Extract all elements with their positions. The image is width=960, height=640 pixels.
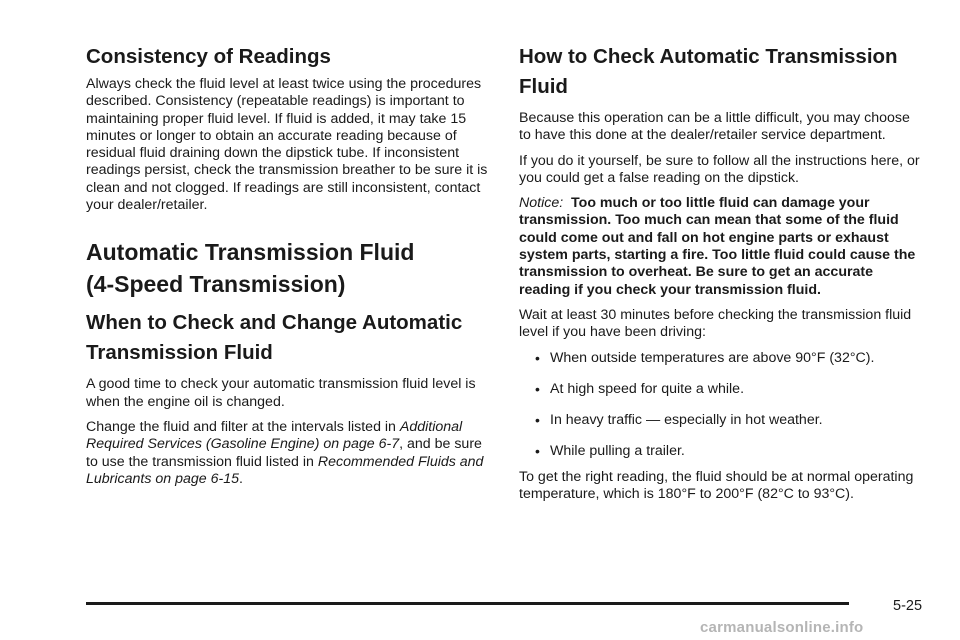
list-item	[519, 443, 924, 460]
list-item	[519, 412, 924, 429]
notice-text: Too much or too little fluid can damage your transmission. Too much can mean that some of the fluid could come out and fall on hot engine parts or exhaust system parts, starting a fire. Too little fluid could cause the transmission to overheat. Be sure to get an accurate reading if you check your transmission fluid.	[519, 195, 916, 298]
change-fluid-text-b: , and be sure to use the transmission fluid listed in	[86, 436, 482, 470]
recommended-fluids-reference: Recommended Fluids and Lubricants on page 6-15	[86, 453, 484, 487]
bullet-icon: •	[535, 349, 540, 366]
when-to-check-heading	[86, 308, 491, 368]
bullet-icon: •	[535, 380, 540, 397]
yourself-paragraph: If you do it yourself, be sure to follow all the instructions here, or you could get a false reading on the dipstick.	[519, 152, 920, 186]
when-heading-line1: When to Check and Change Automatic	[86, 311, 463, 335]
additional-services-reference: Additional Required Services (Gasoline Engine) on page 6-7	[86, 418, 463, 453]
change-fluid-paragraph	[86, 419, 491, 488]
right-reading-paragraph: To get the right reading, the fluid should be at normal operating temperature, which is 180°F to 200°F (82°C to 93°C).	[519, 468, 914, 503]
change-fluid-text-a: Change the fluid and filter at the intervals listed in	[86, 418, 400, 435]
footer-rule	[86, 602, 849, 605]
difficult-paragraph: Because this operation can be a little difficult, you may choose to have this done at the dealer/retailer service department.	[519, 110, 910, 144]
atf-title	[86, 236, 491, 300]
page-number: 5-25	[893, 598, 923, 614]
bullet-icon: •	[535, 412, 540, 429]
atf-title-line1: Automatic Transmission Fluid	[86, 239, 415, 266]
how-heading-line1: How to Check Automatic Transmission	[519, 45, 898, 68]
consistency-paragraph: Always check the fluid level at least twice using the procedures described. Consistency (repeatable readings) is important to maintaining proper fluid level. If fluid is added, it may take 15 minutes or longer to obtain an accurate reading because of residual fluid draining down the dipstick tube. If inconsistent readings persist, check the transmission breather to be sure it is clean and not clogged. If readings are still inconsistent, contact your dealer/retailer.	[86, 76, 488, 214]
driving-conditions-list	[519, 350, 924, 461]
good-time-paragraph: A good time to check your automatic transmission fluid level is when the engine oil is changed.	[86, 376, 476, 410]
wait-paragraph: Wait at least 30 minutes before checking the transmission fluid level if you have been driving:	[519, 306, 912, 341]
list-item	[519, 350, 924, 367]
change-fluid-text-c: .	[239, 470, 243, 487]
left-column	[86, 42, 491, 488]
how-to-check-heading	[519, 42, 924, 102]
list-item-text: At high speed for quite a while.	[550, 380, 745, 397]
list-item-text: In heavy traffic — especially in hot weather.	[550, 412, 823, 429]
when-heading-line2: Transmission Fluid	[86, 341, 273, 365]
list-item-text: While pulling a trailer.	[550, 443, 685, 460]
right-column	[519, 42, 924, 503]
consistency-heading: Consistency of Readings	[86, 45, 331, 68]
list-item	[519, 381, 924, 398]
how-heading-line2: Fluid	[519, 75, 568, 98]
list-item-text: When outside temperatures are above 90°F (32°C).	[550, 349, 875, 366]
bullet-icon: •	[535, 443, 540, 460]
notice-paragraph	[519, 195, 924, 299]
notice-label: Notice:	[519, 195, 564, 212]
watermark: carmanualsonline.info	[700, 619, 864, 636]
atf-title-line2: (4-Speed Transmission)	[86, 271, 346, 298]
